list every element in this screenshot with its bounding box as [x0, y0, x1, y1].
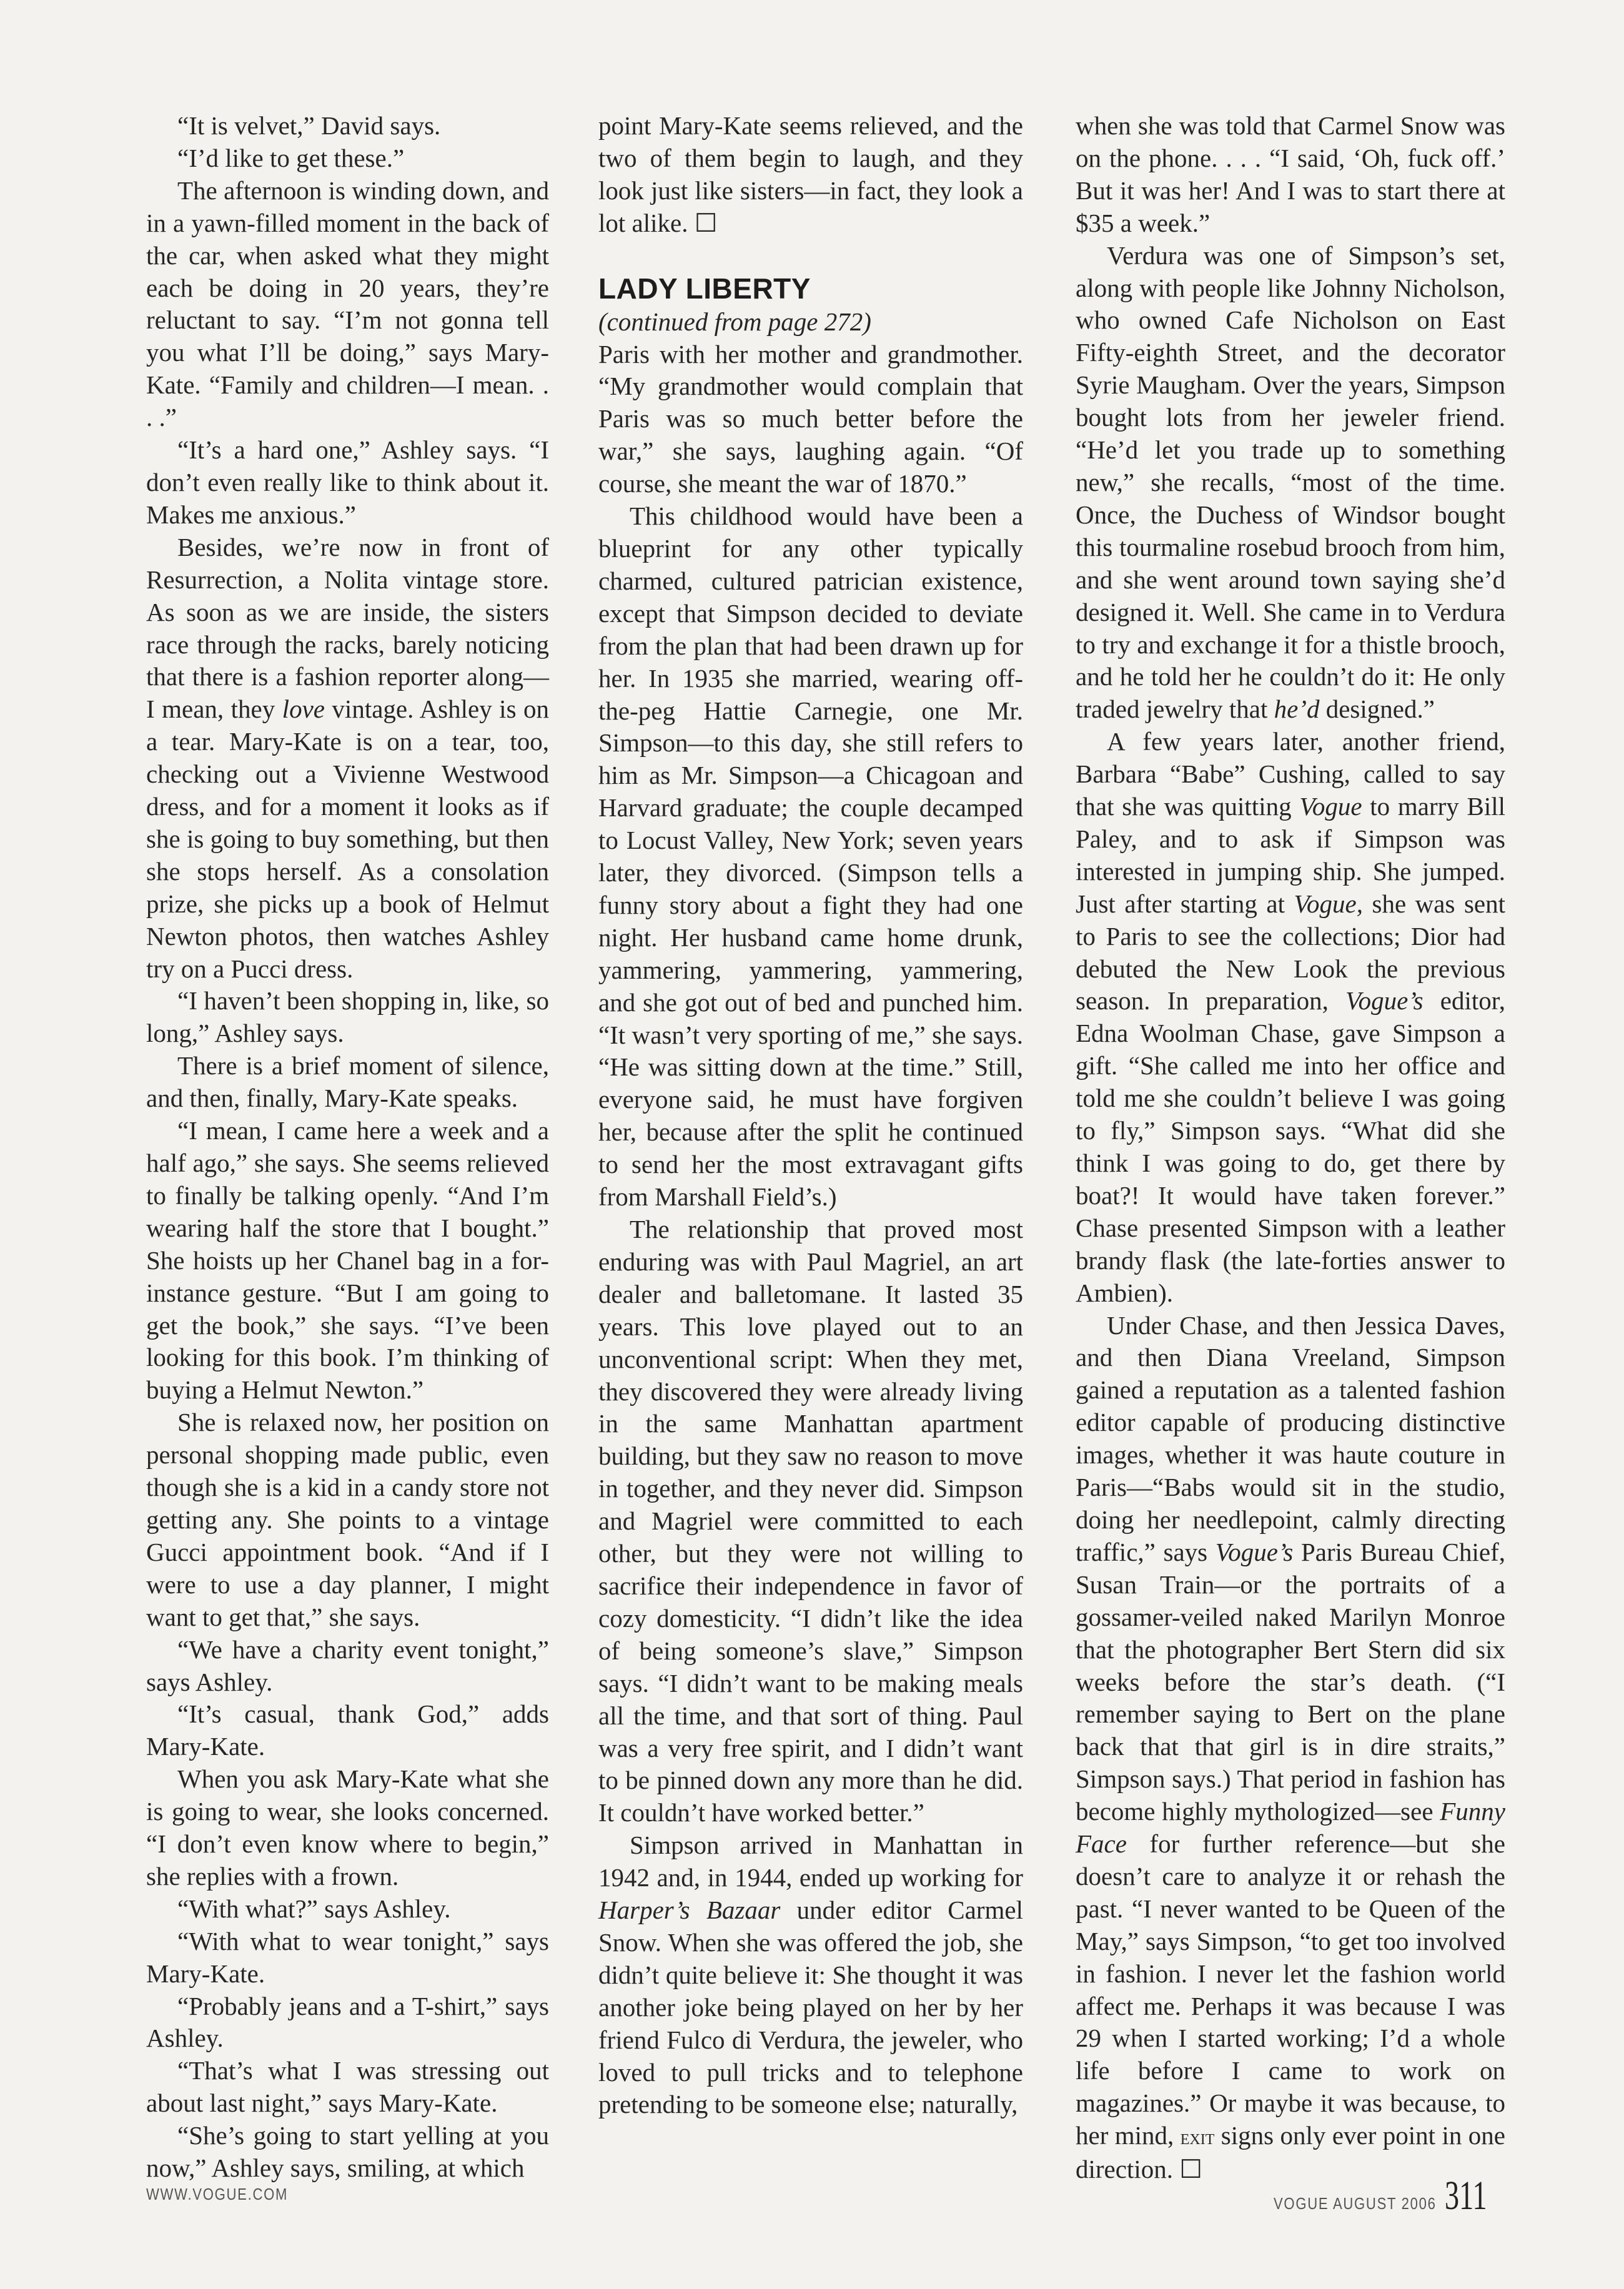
paragraph: “It’s casual, thank God,” adds Mary-Kate. — [146, 1699, 549, 1761]
paragraph: Verdura was one of Simpson’s set, along with people like Johnny Nicholson, who owned Cafe Nicholson on East Fifty-eighth Street, and the decorator Syrie Maugham. Over the years, Simpson bought lots from her jeweler friend. “He’d let you trade up to something new,” she recalls, “most of the time. Once, the Duchess of Windsor bought this tourmaline rosebud brooch from him, and she went around town saying she’d designed it. Well. She came in to Verdura to try and exchange it for a thistle brooch, and he told her he couldn’t do it: He only traded jewelry that he’d designed.” — [1076, 240, 1505, 724]
paragraph: “With what to wear tonight,” says Mary-Kate. — [146, 1926, 549, 1988]
italic-text: Vogue’s — [1215, 1537, 1294, 1566]
article-column-1 — [146, 110, 549, 2185]
article-column-3 — [1076, 110, 1505, 2186]
italic-text: Harper’s Bazaar — [598, 1896, 781, 1925]
paragraph: “She’s going to start yelling at you now,” Ashley says, smiling, at which — [146, 2121, 549, 2183]
paragraph: Paris with her mother and grandmother. “My grandmother would complain that Paris was so much better before the war,” she says, laughing again. “Of course, she meant the war of 1870.” — [598, 339, 1023, 498]
paragraph: There is a brief moment of silence, and then, finally, Mary-Kate speaks. — [146, 1051, 549, 1113]
italic-text: he’d — [1274, 695, 1320, 724]
paragraph: When you ask Mary-Kate what she is going to wear, she looks concerned. “I don’t even know where to begin,” she replies with a frown. — [146, 1764, 549, 1891]
paragraph: Besides, we’re now in front of Resurrection, a Nolita vintage store. As soon as we are inside, the sisters race through the racks, barely noticing that there is a fashion reporter along—I mean, they love vintage. Ashley is on a tear. Mary-Kate is on a tear, too, checking out a Vivienne Westwood dress, and for a moment it looks as if she is going to buy something, but then she stops herself. As a consolation prize, she picks up a book of Helmut Newton photos, then watches Ashley try on a Pucci dress. — [146, 532, 549, 983]
small-caps-text: exit — [1180, 2125, 1215, 2150]
paragraph: “With what?” says Ashley. — [177, 1894, 451, 1923]
paragraph: “That’s what I was stressing out about last night,” says Mary-Kate. — [146, 2056, 549, 2118]
article-column-2 — [598, 110, 1023, 2121]
page-number: 311 — [1445, 2173, 1488, 2218]
paragraph: The relationship that proved most enduring was with Paul Magriel, an art dealer and balletomane. It lasted 35 years. This love played out to an unconventional script: When they met, they discovered they were already living in the same Manhattan apartment building, but they saw no reason to move in together, and they never did. Simpson and Magriel were committed to each other, but they were not willing to sacrifice their independence in favor of cozy domesticity. “I didn’t like the idea of being someone’s slave,” Simpson says. “I didn’t want to be making meals all the time, and that sort of thing. Paul was a very free spirit, and I didn’t want to be pinned down any more than he did. It couldn’t have worked better.” — [598, 1215, 1023, 1827]
section-heading: LADY LIBERTY — [598, 272, 811, 305]
paragraph: “I’d like to get these.” — [177, 143, 405, 172]
paragraph: point Mary-Kate seems relieved, and the two of them begin to laugh, and they look just like sisters—in fact, they look a lot alike. ☐ — [598, 111, 1023, 237]
paragraph: “It is velvet,” David says. — [177, 111, 441, 140]
italic-text: Funny Face — [1076, 1797, 1505, 1859]
paragraph: “I mean, I came here a week and a half ago,” she says. She seems relieved to finally be talking openly. “And I’m wearing half the store that I bought.” She hoists up her Chanel bag in a for-instance gesture. “But I am going to get the book,” she says. “I’ve been looking for this book. I’m thinking of buying a Helmut Newton.” — [146, 1116, 549, 1405]
footer-website: WWW.VOGUE.COM — [146, 2185, 289, 2203]
paragraph: Simpson arrived in Manhattan in 1942 and, in 1944, ended up working for Harper’s Bazaar under editor Carmel Snow. When she was offered the job, she didn’t quite believe it: She thought it was another joke being played on her by her friend Fulco di Verdura, the jeweler, who loved to pull tricks and to telephone pretending to be someone else; naturally, — [598, 1831, 1023, 2119]
paragraph: “Probably jeans and a T-shirt,” says Ashley. — [146, 1991, 549, 2053]
paragraph: “It’s a hard one,” Ashley says. “I don’t even really like to think about it. Makes me anxious.” — [146, 435, 549, 529]
paragraph: “We have a charity event tonight,” says Ashley. — [146, 1634, 549, 1696]
italic-text: Vogue, — [1294, 889, 1363, 918]
paragraph: She is relaxed now, her position on personal shopping made public, even though she is a kid in a candy store not getting any. She points to a vintage Gucci appointment book. “And if I were to use a day planner, I might want to get that,” she says. — [146, 1408, 549, 1631]
paragraph: “I haven’t been shopping in, like, so long,” Ashley says. — [146, 986, 549, 1048]
italic-text: love — [282, 695, 325, 724]
footer-folio — [1245, 2172, 1505, 2220]
italic-text: Vogue’s — [1345, 986, 1423, 1016]
paragraph: A few years later, another friend, Barbara “Babe” Cushing, called to say that she was quitting Vogue to marry Bill Paley, and to ask if Simpson was interested in jumping ship. She jumped. Just after starting at Vogue, she was sent to Paris to see the collections; Dior had debuted the New Look the previous season. In preparation, Vogue’s editor, Edna Woolman Chase, gave Simpson a gift. “She called me into her office and told me she couldn’t believe I was going to fly,” Simpson says. “What did she think I was going to do, get there by boat?! It would have taken forever.” Chase presented Simpson with a leather brandy flask (the late-forties answer to Ambien). — [1076, 727, 1505, 1307]
paragraph: Under Chase, and then Jessica Daves, and then Diana Vreeland, Simpson gained a reputation as a talented fashion editor capable of producing distinctive images, whether it was haute couture in Paris—“Babs would sit in the studio, doing her needlepoint, calmly directing traffic,” says Vogue’s Paris Bureau Chief, Susan Train—or the portraits of a gossamer-veiled naked Marilyn Monroe that the photographer Bert Stern did six weeks before the star’s death. (“I remember saying to Bert on the plane back that that girl is in dire straits,” Simpson says.) That period in fashion has become highly mythologized—see Funny Face for further reference—but she doesn’t care to analyze it or rehash the past. “I never wanted to be Queen of the May,” says Simpson, “to get too involved in fashion. I never let the fashion world affect me. Perhaps it was because I was 29 when I started working; I’d a whole life before I came to work on magazines.” Or maybe it was because, to her mind, exit signs only ever point in one direction. ☐ — [1076, 1310, 1505, 2184]
continued-note: (continued from page 272) — [598, 307, 871, 336]
paragraph: when she was told that Carmel Snow was on the phone. . . . “I said, ‘Oh, fuck off.’ But it was her! And I was to start there at $35 a week.” — [1076, 111, 1505, 237]
paragraph: This childhood would have been a blueprint for any other typically charmed, cultured patrician existence, except that Simpson decided to deviate from the plan that had been drawn up for her. In 1935 she married, wearing off-the-peg Hattie Carnegie, one Mr. Simpson—to this day, she still refers to him as Mr. Simpson—a Chicagoan and Harvard graduate; the couple decamped to Locust Valley, New York; seven years later, they divorced. (Simpson tells a funny story about a fight they had one night. Her husband came home drunk, yammering, yammering, yammering, and she got out of bed and punched him. “It wasn’t very sporting of me,” she says. “He was sitting down at the time.” Still, everyone said, he must have forgiven her, because after the split he continued to send her the most extravagant gifts from Marshall Field’s.) — [598, 502, 1023, 1212]
italic-text: Vogue — [1299, 792, 1362, 821]
footer-issue: VOGUE AUGUST 2006 — [1273, 2194, 1437, 2213]
paragraph: The afternoon is winding down, and in a yawn-filled moment in the back of the car, when asked what they might each be doing in 20 years, they’re reluctant to say. “I’m not gonna tell you what I’ll be doing,” says Mary-Kate. “Family and children—I mean. . . .” — [146, 176, 549, 432]
